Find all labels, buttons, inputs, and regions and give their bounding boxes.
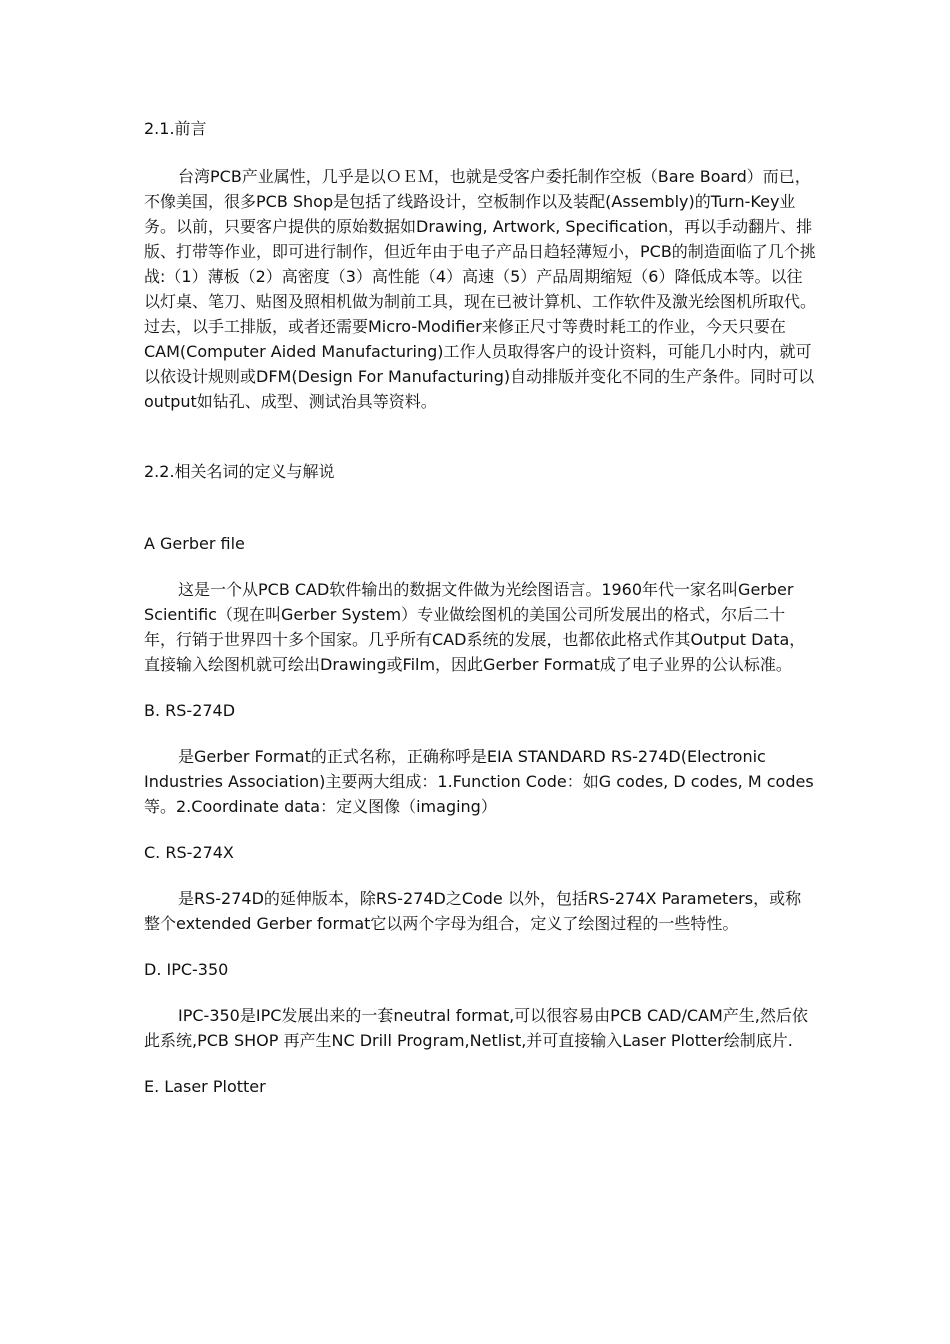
term-text-gerber-file: 这是一个从PCB CAD软件输出的数据文件做为光绘图语言。1960年代一家名叫Gerber Scientific（现在叫Gerber System）专业做绘图机的美国公司所发展出的格式，尔后二十年，行销于世界四十多个国家。几乎所有CAD系统的发展，也都依此格式作其Output Data，直接输入绘图机就可绘出Drawing或Film，因此Gerber Format成了电子业界的公认标准。 xyxy=(144,580,806,674)
term-title-ipc350: D. IPC-350 xyxy=(144,960,229,979)
term-title-laser-plotter: E. Laser Plotter xyxy=(144,1077,266,1096)
term-text-rs274x: 是RS-274D的延伸版本，除RS-274D之Code 以外，包括RS-274X Parameters，或称整个extended Gerber format它以两个字母为组合，定义了绘图过程的一些特性。 xyxy=(144,889,802,933)
document-body xyxy=(144,116,816,1099)
term-title-rs274x: C. RS-274X xyxy=(144,843,234,862)
section-heading-preface: 2.1.前言 xyxy=(144,119,207,138)
term-title-gerber-file: A Gerber file xyxy=(144,534,245,553)
term-text-ipc350: IPC-350是IPC发展出来的一套neutral format,可以很容易由PCB CAD/CAM产生,然后依此系统,PCB SHOP 再产生NC Drill Program,Netlist,并可直接输入Laser Plotter绘制底片. xyxy=(144,1006,808,1050)
term-text-rs274d: 是Gerber Format的正式名称，正确称呼是EIA STANDARD RS-274D(Electronic Industries Association)主要两大组成：1.Function Code：如G codes, D codes, M codes 等。2.Coordinate data：定义图像（imaging） xyxy=(144,747,814,816)
term-title-rs274d: B. RS-274D xyxy=(144,701,236,720)
preface-paragraph: 台湾PCB产业属性，几乎是以ＯＥＭ，也就是受客户委托制作空板（Bare Board）而已，不像美国，很多PCB Shop是包括了线路设计，空板制作以及装配(Assembly)的Turn-Key业务。以前，只要客户提供的原始数据如Drawing, Artwork, Specification，再以手动翻片、排版、打带等作业，即可进行制作，但近年由于电子产品日趋轻薄短小，PCB的制造面临了几个挑战:（1）薄板（2）高密度（3）高性能（4）高速（5）产品周期缩短（6）降低成本等。以往以灯桌、笔刀、贴图及照相机做为制前工具，现在已被计算机、工作软件及激光绘图机所取代。过去，以手工排版，或者还需要Micro-Modifier来修正尺寸等费时耗工的作业，今天只要在CAM(Computer Aided Manufacturing)工作人员取得客户的设计资料，可能几小时内，就可以依设计规则或DFM(Design For Manufacturing)自动排版并变化不同的生产条件。同时可以output如钻孔、成型、测试治具等资料。 xyxy=(144,167,817,411)
section-heading-definitions: 2.2.相关名词的定义与解说 xyxy=(144,462,335,481)
